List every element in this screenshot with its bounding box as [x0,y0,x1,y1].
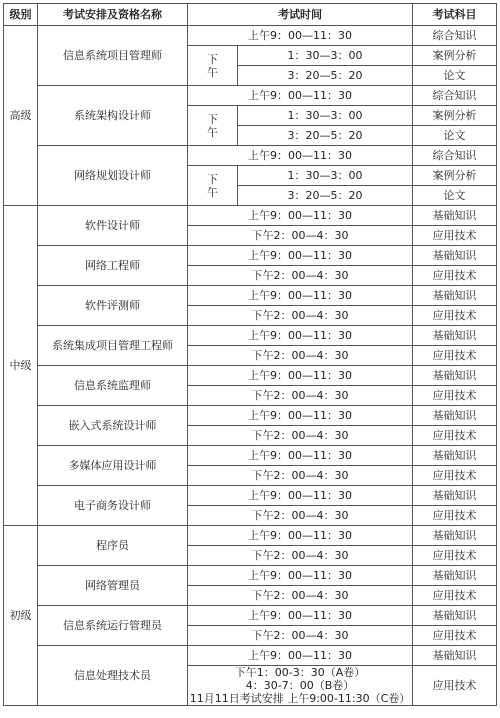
time-cell: 上午9：00—11：30 [188,526,413,546]
time-cell: 上午9：00—11：30 [188,606,413,626]
time-cell: 上午9：00—11：30 [188,486,413,506]
afternoon-label: 下 午 [188,166,238,206]
subject-cell: 基础知识 [413,566,497,586]
time-cell: 下午2：00—4：30 [188,346,413,366]
time-cell: 1：30—3：00 [238,106,413,126]
subject-cell: 应用技术 [413,226,497,246]
subject-cell: 论文 [413,186,497,206]
subject-cell: 基础知识 [413,526,497,546]
subject-cell: 应用技术 [413,346,497,366]
subject-cell: 基础知识 [413,286,497,306]
time-cell: 1：30—3：00 [238,46,413,66]
subject-cell: 应用技术 [413,386,497,406]
qualification-name: 嵌入式系统设计师 [38,406,188,446]
qualification-name: 多媒体应用设计师 [38,446,188,486]
qualification-name: 系统架构设计师 [38,86,188,146]
qualification-name: 网络规划设计师 [38,146,188,206]
subject-cell: 应用技术 [413,586,497,606]
subject-cell: 案例分析 [413,166,497,186]
time-cell: 上午9：00—11：30 [188,446,413,466]
time-cell: 上午9：00—11：30 [188,146,413,166]
qualification-name: 程序员 [38,526,188,566]
subject-cell: 应用技术 [413,506,497,526]
header-level: 级别 [4,4,38,26]
time-cell: 3：20—5：20 [238,126,413,146]
time-cell: 下午2：00—4：30 [188,266,413,286]
table-row [4,366,497,386]
time-cell: 上午9：00—11：30 [188,566,413,586]
table-row [4,26,497,46]
table-row [4,86,497,106]
subject-cell: 应用技术 [413,466,497,486]
subject-cell: 综合知识 [413,86,497,106]
subject-cell: 应用技术 [413,426,497,446]
table-row [4,406,497,426]
level-junior: 初级 [4,526,38,706]
subject-cell: 基础知识 [413,206,497,226]
qualification-name: 信息处理技术员 [38,646,188,706]
time-cell: 下午2：00—4：30 [188,626,413,646]
header-time: 考试时间 [188,4,413,26]
subject-cell: 基础知识 [413,486,497,506]
table-row [4,486,497,506]
subject-cell: 基础知识 [413,606,497,626]
subject-cell: 基础知识 [413,446,497,466]
time-cell: 下午2：00—4：30 [188,506,413,526]
qualification-name: 网络管理员 [38,566,188,606]
time-cell: 3：20—5：20 [238,66,413,86]
subject-cell: 论文 [413,66,497,86]
time-cell: 下午2：00—4：30 [188,586,413,606]
time-cell: 上午9：00—11：30 [188,86,413,106]
subject-cell: 基础知识 [413,326,497,346]
table-row [4,326,497,346]
level-middle: 中级 [4,206,38,526]
subject-cell: 综合知识 [413,146,497,166]
table-row [4,646,497,666]
subject-cell: 综合知识 [413,26,497,46]
header-subject: 考试科目 [413,4,497,26]
time-cell: 下午2：00—4：30 [188,306,413,326]
time-cell: 上午9：00—11：30 [188,206,413,226]
qualification-name: 信息系统监理师 [38,366,188,406]
qualification-name: 信息系统运行管理员 [38,606,188,646]
time-cell: 下午2：00—4：30 [188,226,413,246]
afternoon-label: 下 午 [188,46,238,86]
time-cell: 上午9：00—11：30 [188,366,413,386]
time-line: 4：30-7：00（B卷） [245,679,355,692]
time-cell: 上午9：00—11：30 [188,406,413,426]
time-cell-multi [188,666,413,706]
time-cell: 上午9：00—11：30 [188,646,413,666]
time-cell: 下午2：00—4：30 [188,466,413,486]
qualification-name: 软件评测师 [38,286,188,326]
header-row [4,4,497,26]
table-row [4,286,497,306]
subject-cell: 应用技术 [413,306,497,326]
subject-cell: 基础知识 [413,406,497,426]
time-cell: 上午9：00—11：30 [188,326,413,346]
time-cell: 上午9：00—11：30 [188,26,413,46]
header-qualification: 考试安排及资格名称 [38,4,188,26]
table-row [4,206,497,226]
subject-cell: 基础知识 [413,246,497,266]
table-row [4,606,497,626]
subject-cell: 案例分析 [413,106,497,126]
subject-cell: 应用技术 [413,666,497,706]
time-line: 11月11日考试安排 上午9:00-11:30（C卷） [189,692,411,705]
qualification-name: 网络工程师 [38,246,188,286]
table-row [4,146,497,166]
subject-cell: 基础知识 [413,366,497,386]
subject-cell: 案例分析 [413,46,497,66]
time-line: 下午1：00-3：30（A卷） [234,666,366,679]
qualification-name: 信息系统项目管理师 [38,26,188,86]
table-row [4,246,497,266]
time-cell: 3：20—5：20 [238,186,413,206]
time-cell: 上午9：00—11：30 [188,286,413,306]
subject-cell: 基础知识 [413,646,497,666]
qualification-name: 系统集成项目管理工程师 [38,326,188,366]
table-row [4,446,497,466]
afternoon-label: 下 午 [188,106,238,146]
time-cell: 1：30—3：00 [238,166,413,186]
subject-cell: 应用技术 [413,266,497,286]
time-cell: 上午9：00—11：30 [188,246,413,266]
subject-cell: 应用技术 [413,546,497,566]
subject-cell: 应用技术 [413,626,497,646]
qualification-name: 电子商务设计师 [38,486,188,526]
table-row [4,526,497,546]
time-cell: 下午2：00—4：30 [188,386,413,406]
time-cell: 下午2：00—4：30 [188,426,413,446]
qualification-name: 软件设计师 [38,206,188,246]
level-senior: 高级 [4,26,38,206]
exam-schedule-table [3,3,497,706]
table-row [4,566,497,586]
time-cell: 下午2：00—4：30 [188,546,413,566]
subject-cell: 论文 [413,126,497,146]
